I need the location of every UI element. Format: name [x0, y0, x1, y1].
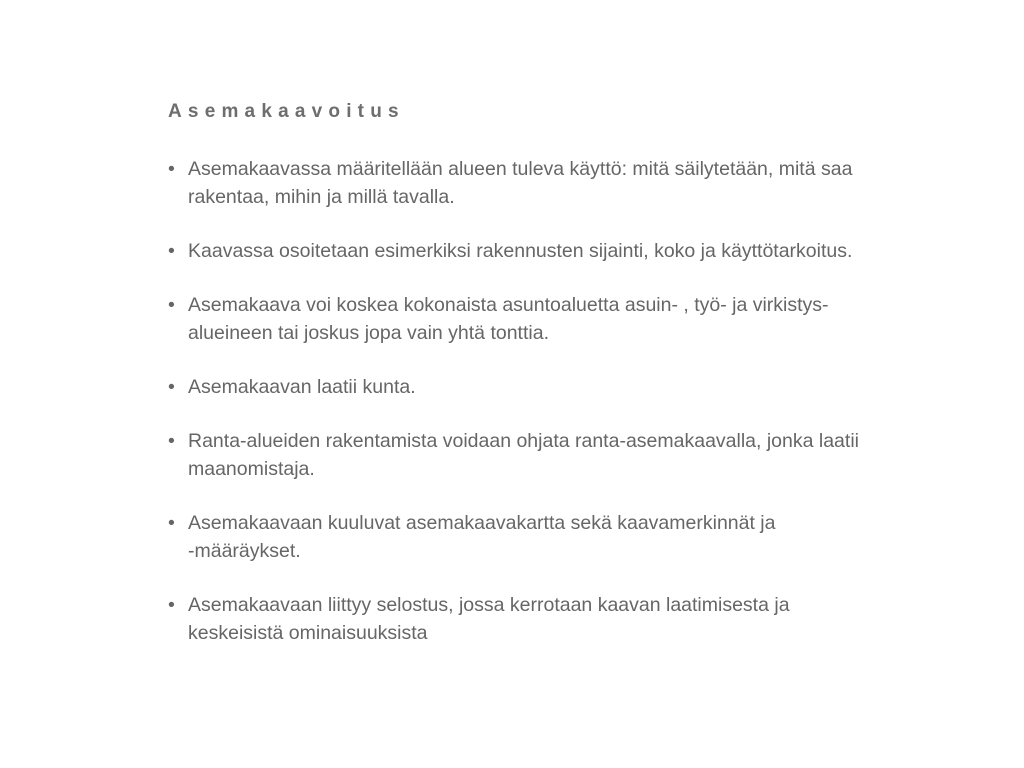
bullet-text [188, 591, 988, 647]
bullet-line: alueineen tai joskus jopa vain yhtä tonttia. [188, 322, 549, 344]
bullet-line: -määräykset. [188, 540, 301, 562]
bullet-item [168, 291, 988, 347]
bullet-text [188, 155, 988, 211]
bullet-marker: • [168, 294, 175, 316]
bullet-marker: • [168, 240, 175, 262]
bullet-item [168, 373, 988, 401]
bullet-item [168, 509, 988, 565]
bullet-marker: • [168, 512, 175, 534]
bullet-marker: • [168, 430, 175, 452]
bullet-list [168, 155, 988, 673]
bullet-line: Asemakaavaan liittyy selostus, jossa kerrotaan kaavan laatimisesta ja [188, 594, 790, 616]
bullet-line: Asemakaavan laatii kunta. [188, 376, 416, 398]
bullet-line: Asemakaavassa määritellään alueen tuleva käyttö: mitä säilytetään, mitä saa [188, 158, 853, 180]
bullet-line: Ranta-alueiden rakentamista voidaan ohjata ranta-asemakaavalla, jonka laatii [188, 430, 859, 452]
bullet-item [168, 237, 988, 265]
bullet-line: maanomistaja. [188, 458, 315, 480]
bullet-line: rakentaa, mihin ja millä tavalla. [188, 186, 455, 208]
bullet-line: Asemakaava voi koskea kokonaista asuntoaluetta asuin- , työ- ja virkistys- [188, 294, 829, 316]
bullet-line: Asemakaavaan kuuluvat asemakaavakartta sekä kaavamerkinnät ja [188, 512, 776, 534]
bullet-marker: • [168, 594, 175, 616]
bullet-text [188, 291, 988, 347]
bullet-item [168, 427, 988, 483]
slide-title: Asemakaavoitus [168, 101, 405, 122]
bullet-marker: • [168, 376, 175, 398]
bullet-text [188, 509, 988, 565]
bullet-marker: • [168, 158, 175, 180]
bullet-item [168, 591, 988, 647]
bullet-line: keskeisistä ominaisuuksista [188, 622, 428, 644]
bullet-text [188, 237, 988, 265]
bullet-text [188, 373, 988, 401]
bullet-line: Kaavassa osoitetaan esimerkiksi rakennusten sijainti, koko ja käyttötarkoitus. [188, 240, 853, 262]
bullet-text [188, 427, 988, 483]
bullet-item [168, 155, 988, 211]
